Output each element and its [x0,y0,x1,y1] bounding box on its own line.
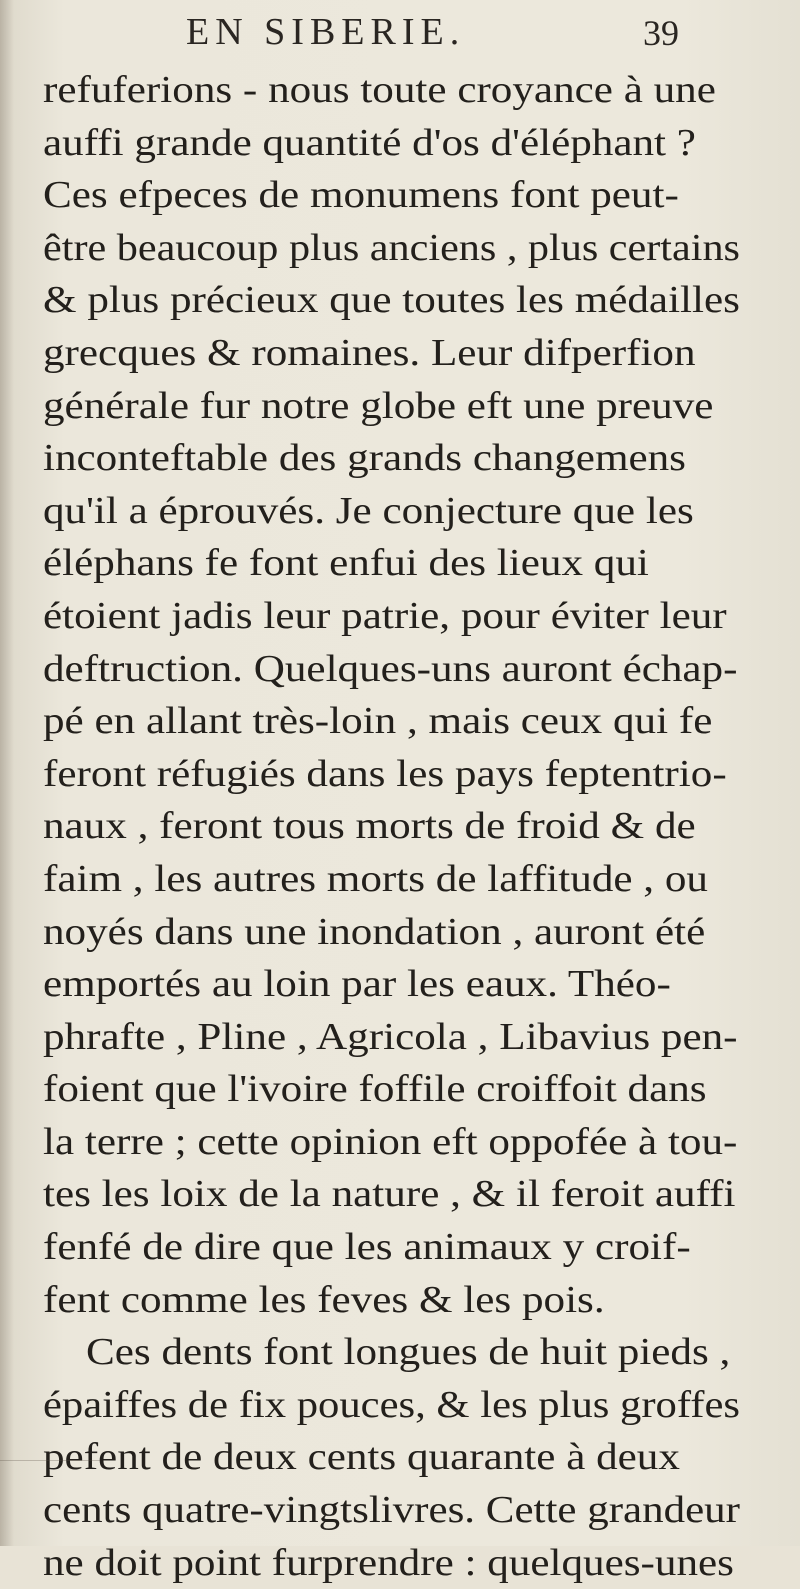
text-line [0,800,800,853]
text-line [0,1326,800,1379]
text-line [0,958,800,1011]
text-line-content: emportés au loin par les eaux. Théo- [43,963,671,1006]
text-line [0,1168,800,1221]
text-line-content: phrafte , Pline , Agricola , Libavius pen- [43,1015,738,1058]
text-line [0,1537,800,1589]
text-line [0,1063,800,1116]
running-head [0,4,800,64]
text-line-content: éléphans fe font enfui des lieux qui [43,542,649,585]
text-line-content: Ces dents font longues de huit pieds , [86,1331,731,1374]
text-line-content: tes les loix de la nature , & il feroit auffi [43,1173,736,1216]
text-line [0,1221,800,1274]
text-line-content: fent comme les feves & les pois. [43,1278,605,1321]
text-line [0,64,800,117]
text-line [0,1274,800,1327]
text-line-content: fenfé de dire que les animaux y croif- [43,1226,691,1269]
running-head-title: EN SIBERIE. [186,11,466,53]
page-number: 39 [643,13,679,53]
text-line-content: noyés dans une inondation , auront été [43,910,706,953]
text-line-content: pé en allant très-loin , mais ceux qui fe [43,700,713,743]
text-line [0,1484,800,1537]
text-line [0,117,800,170]
text-line-content: refuferions - nous toute croyance à une [43,69,716,111]
text-line [0,169,800,222]
text-line-content: étoient jadis leur patrie, pour éviter leur [43,594,727,637]
text-line-content: être beaucoup plus anciens , plus certains [43,226,740,269]
text-line [0,274,800,327]
text-line [0,432,800,485]
text-line-content: deftruction. Quelques-uns auront échap- [43,647,738,690]
text-line-content: cents quatre-vingtslivres. Cette grandeur [43,1489,740,1532]
text-line [0,695,800,748]
text-line-content: Ces efpeces de monumens font peut- [43,174,679,217]
text-line [0,537,800,590]
text-line [0,485,800,538]
text-line [0,590,800,643]
text-line [0,380,800,433]
text-line-content: feront réfugiés dans les pays feptentrio- [43,752,727,795]
text-line-content: grecques & romaines. Leur difperfion [43,331,696,374]
text-line-content: inconteftable des grands changemens [43,437,686,480]
text-line-content: épaiffes de fix pouces, & les plus groffes [43,1383,740,1426]
text-line-content: auffi grande quantité d'os d'éléphant ? [43,121,696,164]
text-line [0,1431,800,1484]
text-line-content: ne doit point furprendre : quelques-unes [43,1541,734,1584]
text-line [0,1116,800,1169]
text-line [0,853,800,906]
text-line [0,748,800,801]
text-line-content: faim , les autres morts de laffitude , ou [43,857,708,900]
page-edge-mark [0,1460,100,1547]
text-line-content: pefent de deux cents quarante à deux [43,1436,680,1479]
text-line [0,643,800,696]
text-line [0,222,800,275]
text-line-content: générale fur notre globe eft une preuve [43,384,714,427]
text-line-content: naux , feront tous morts de froid & de [43,805,696,848]
text-line [0,327,800,380]
text-line-content: & plus précieux que toutes les médailles [43,279,740,322]
body-text [0,64,800,1589]
text-line-content: la terre ; cette opinion eft oppofée à tou- [43,1120,738,1163]
text-line [0,1011,800,1064]
text-line [0,906,800,959]
text-line-content: qu'il a éprouvés. Je conjecture que les [43,489,694,532]
text-line-content: foient que l'ivoire foffile croiffoit dans [43,1068,707,1111]
text-line [0,1379,800,1432]
